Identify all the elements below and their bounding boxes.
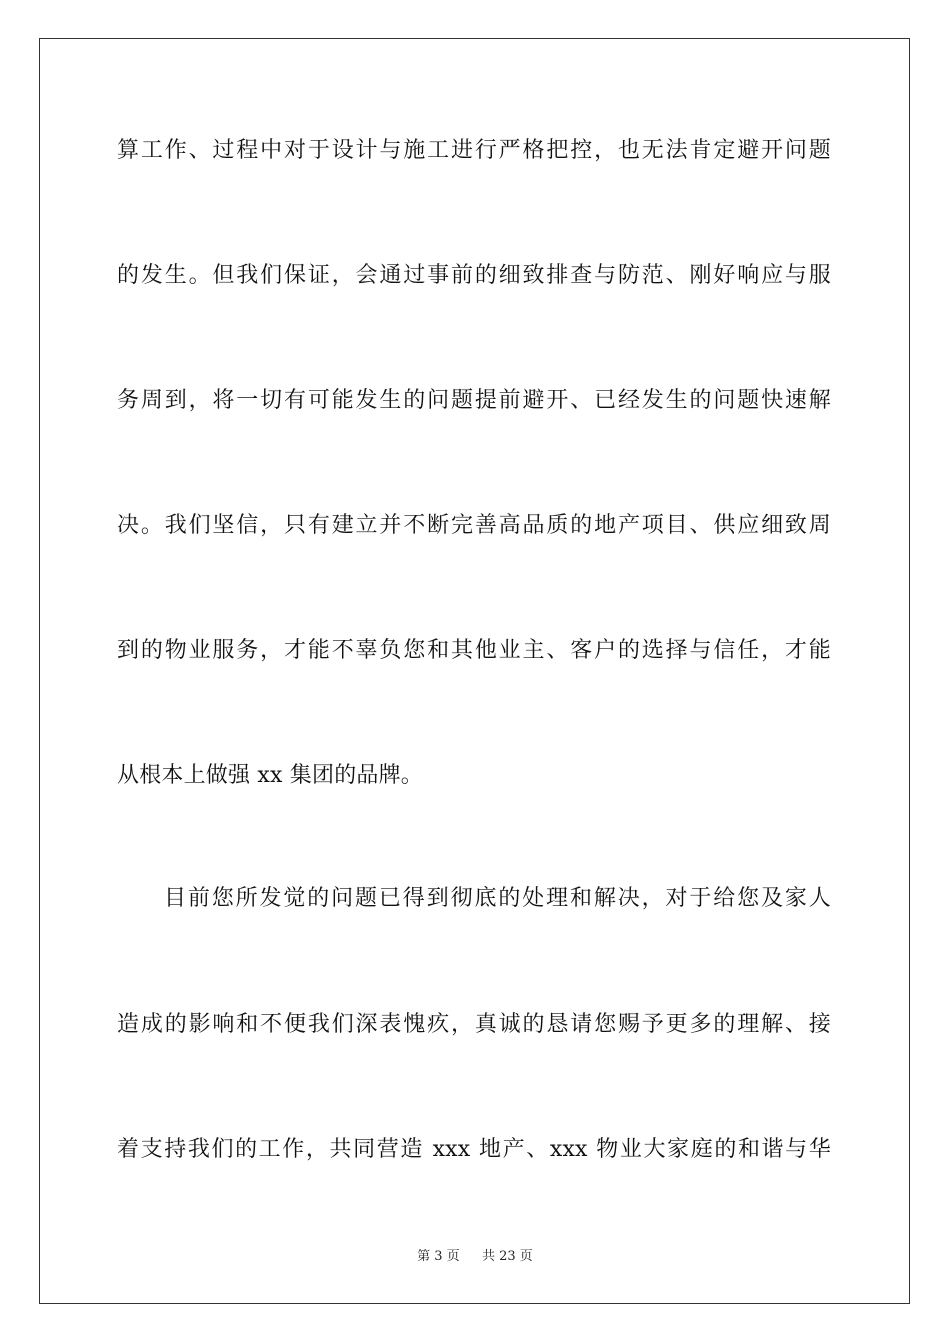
current-page-number: 第 3 页 (417, 1249, 460, 1264)
paragraph-line: 决。我们坚信，只有建立并不断完善高品质的地产项目、供应细致周 (117, 513, 831, 538)
paragraph-line-last: 从根本上做强 xx 集团的品牌。 (117, 763, 424, 788)
paragraph-line: 着支持我们的工作，共同营造 xxx 地产、xxx 物业大家庭的和谐与华 (117, 1137, 831, 1162)
paragraph-line: 的发生。但我们保证，会通过事前的细致排查与防范、刚好响应与服 (117, 263, 831, 288)
paragraph-line-indented: 目前您所发觉的问题已得到彻底的处理和解决，对于给您及家人 (164, 886, 831, 911)
paragraph-line: 算工作、过程中对于设计与施工进行严格把控，也无法肯定避开问题 (117, 138, 831, 163)
page-border (39, 38, 910, 1304)
page-footer (0, 1248, 950, 1266)
paragraph-line: 到的物业服务，才能不辜负您和其他业主、客户的选择与信任，才能 (117, 638, 831, 663)
paragraph-line: 务周到，将一切有可能发生的问题提前避开、已经发生的问题快速解 (117, 388, 831, 413)
total-page-count: 共 23 页 (482, 1249, 533, 1264)
paragraph-line: 造成的影响和不便我们深表愧疚，真诚的恳请您赐予更多的理解、接 (117, 1012, 831, 1037)
